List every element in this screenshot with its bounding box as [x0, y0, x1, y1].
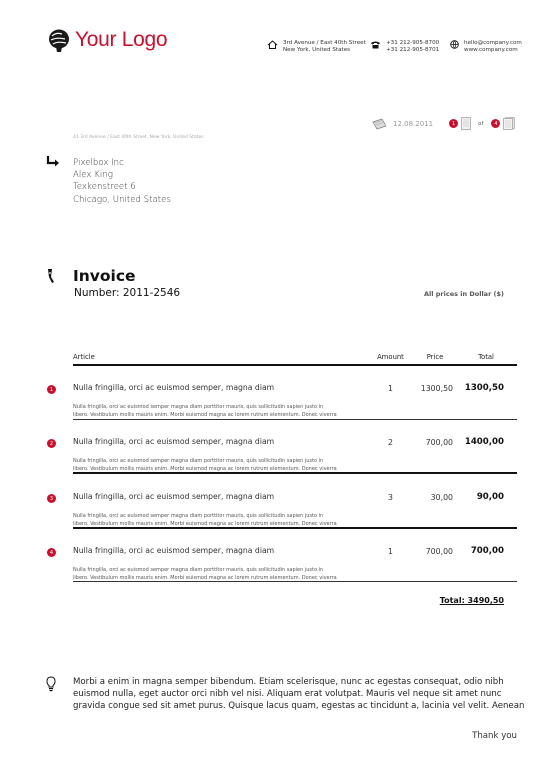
address-line-1: 3rd Avenue / East 40th Street — [283, 40, 366, 46]
page-stack-icon — [503, 117, 515, 130]
row-total: 1400,00 — [464, 437, 504, 447]
row-total: 90,00 — [476, 492, 504, 502]
website-link[interactable]: www.company.com — [464, 47, 518, 54]
phone-icon — [370, 40, 381, 49]
phone-line-2: +31 212-905-8701 — [386, 47, 440, 54]
col-header-amount: Amount — [377, 353, 404, 361]
page-current-badge: 1 — [449, 119, 458, 128]
invoice-meta — [372, 117, 515, 130]
recipient-company: Pixelbox Inc — [73, 158, 124, 168]
invoice-number: Number: 2011-2546 — [74, 287, 181, 299]
row-divider — [73, 472, 517, 474]
row-title: Nulla fringilla, orci ac euismod semper, magna diam — [73, 383, 275, 392]
row-title: Nulla fringilla, orci ac euismod semper, magna diam — [73, 546, 275, 555]
grand-total: Total: 3490,50 — [439, 596, 504, 605]
recipient-street: Texkenstreet 6 — [73, 182, 136, 193]
row-desc-line-1: Nulla fringilla, orci ac euismod semper magna diam porttitor mauris, quis sollicitudin sapien justo in — [73, 567, 324, 573]
row-desc-line-1: Nulla fringilla, orci ac euismod semper magna diam porttitor mauris, quis sollicitudin sapien justo in — [73, 404, 324, 410]
row-total: 700,00 — [470, 546, 504, 556]
row-price: 700,00 — [425, 438, 453, 447]
row-desc-line-2: libero. Vestibulum mollis mauris enim. Morbi euismod magna ac lorem rutrum elementum. Donec viverra — [73, 411, 337, 418]
row-description — [73, 404, 337, 419]
globe-icon — [450, 40, 459, 49]
row-divider — [73, 527, 517, 529]
header-web — [450, 40, 522, 54]
row-total: 1300,50 — [464, 383, 504, 393]
recipient-name: Alex King — [73, 170, 113, 181]
row-desc-line-2: libero. Vestibulum mollis mauris enim. Morbi euismod magna ac lorem rutrum elementum. Donec viverra — [73, 520, 337, 527]
row-index-badge: 3 — [47, 494, 56, 503]
return-arrow-icon — [46, 155, 60, 168]
row-divider — [73, 581, 517, 582]
row-price: 1300,50 — [420, 384, 453, 393]
row-desc-line-1: Nulla fringilla, orci ac euismod semper magna diam porttitor mauris, quis sollicitudin sapien justo in — [73, 513, 324, 519]
invoice-title: Invoice — [73, 267, 136, 285]
page-of-label: of — [478, 120, 484, 127]
col-header-price: Price — [426, 353, 444, 361]
row-index-badge: 1 — [47, 385, 56, 394]
row-description — [73, 513, 337, 528]
page-total-badge: 4 — [491, 119, 500, 128]
calendar-icon — [372, 118, 387, 130]
home-icon — [267, 40, 278, 49]
recipient-address — [73, 157, 171, 206]
email-link[interactable]: hello@company.com — [464, 40, 522, 46]
row-desc-line-2: libero. Vestibulum mollis mauris enim. Morbi euismod magna ac lorem rutrum elementum. Donec viverra — [73, 465, 337, 472]
row-description — [73, 458, 337, 473]
row-index-badge: 2 — [47, 439, 56, 448]
sender-line: 41 3rd Avenue / East 40th Street, New York, United States — [73, 135, 204, 140]
logo — [47, 27, 167, 53]
col-header-total: Total — [478, 353, 494, 361]
prices-note: All prices in Dollar ($) — [424, 290, 504, 298]
row-amount: 2 — [388, 438, 393, 447]
row-index-badge: 4 — [47, 548, 56, 557]
row-amount: 3 — [388, 493, 393, 502]
logo-text: Your Logo — [75, 28, 168, 51]
page-icon — [461, 117, 471, 130]
lightbulb-icon — [46, 676, 56, 692]
row-amount: 1 — [388, 547, 393, 556]
row-title: Nulla fringilla, orci ac euismod semper, magna diam — [73, 437, 275, 446]
phone-line-1: +31 212-905-8700 — [386, 40, 440, 46]
logo-mark-icon — [47, 27, 72, 53]
row-desc-line-1: Nulla fringilla, orci ac euismod semper magna diam porttitor mauris, quis sollicitudin sapien justo in — [73, 458, 324, 464]
footer-note-line-3: gravida congue sed sit amet purus. Quisque lacus quam, egestas ac tincidunt a, lacinia vel velit. Aenean — [73, 701, 525, 712]
recipient-city: Chicago, United States — [73, 194, 171, 205]
row-title: Nulla fringilla, orci ac euismod semper, magna diam — [73, 492, 275, 501]
pen-icon — [46, 268, 56, 284]
row-price: 700,00 — [425, 547, 453, 556]
invoice-date: 12.08.2011 — [393, 119, 434, 128]
row-divider — [73, 419, 517, 420]
row-desc-line-2: libero. Vestibulum mollis mauris enim. Morbi euismod magna ac lorem rutrum elementum. Donec viverra — [73, 574, 337, 581]
footer-note — [73, 676, 524, 713]
table-header-rule — [73, 364, 517, 366]
header-phone — [370, 40, 439, 54]
row-price: 30,00 — [430, 493, 453, 502]
thank-you: Thank you — [472, 731, 517, 741]
col-header-article: Article — [73, 353, 95, 361]
footer-note-line-2: euismod nulla, eget auctor orci nibh vel nisi. Aliquam erat volutpat. Mauris vel neque sit amet nunc — [73, 689, 502, 700]
header-address — [267, 40, 366, 54]
row-amount: 1 — [388, 384, 393, 393]
address-line-2: New York, United States — [283, 47, 351, 54]
footer-note-line-1: Morbi a enim in magna semper bibendum. Etiam scelerisque, nunc ac egestas consequat, odio nibh — [73, 677, 504, 687]
row-description — [73, 567, 337, 582]
